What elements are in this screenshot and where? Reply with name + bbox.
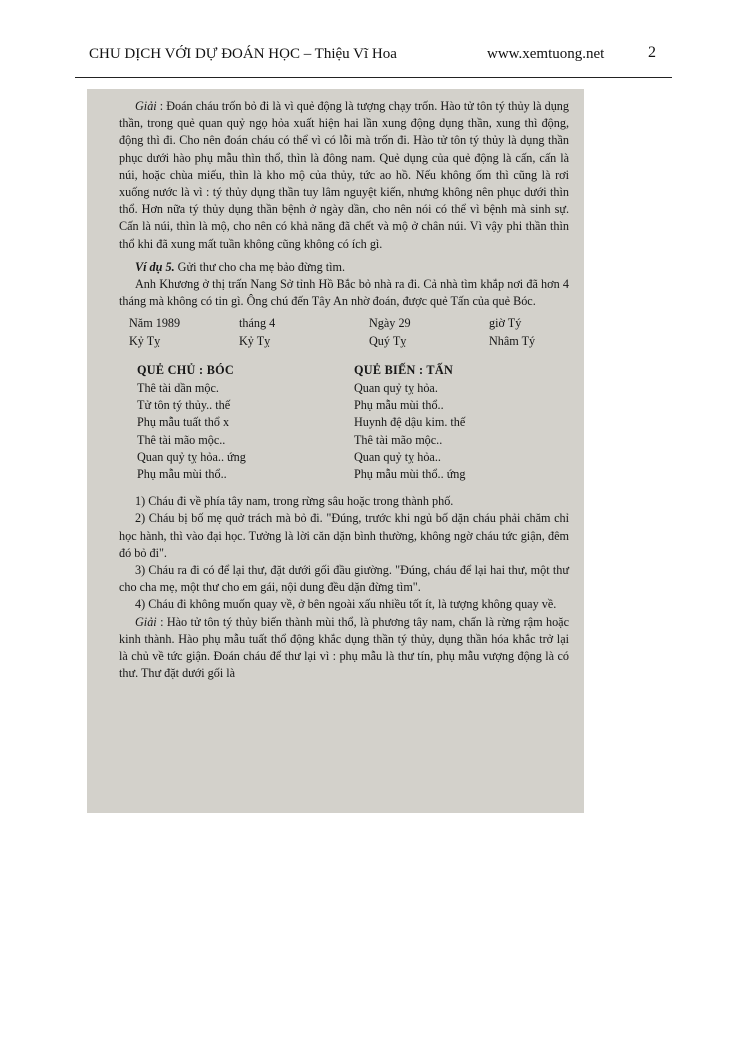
que-bien-line: Thê tài mão mộc.. — [353, 432, 443, 447]
que-chu-line: Tử tôn tý thủy.. thế — [137, 398, 231, 413]
que-bien-line: Quan quỷ tỵ hỏa.. — [353, 449, 441, 464]
que-chu-title: QUẺ CHỦ : BÓC — [137, 362, 235, 377]
date-row-solar — [119, 315, 569, 332]
que-bien-line: Huynh đệ dậu kim. thế — [353, 415, 466, 430]
que-bien-title: QUẺ BIẾN : TẤN — [353, 362, 454, 377]
paragraph-giai-2 — [119, 614, 569, 683]
header-divider — [75, 77, 672, 78]
scanned-text-body — [119, 98, 569, 683]
ganzhi-month: Kỷ Tỵ — [239, 333, 271, 348]
giai-label: Giải — [135, 614, 157, 629]
date-day: Ngày 29 — [369, 316, 411, 331]
que-chu-line: Phụ mẫu mùi thổ.. — [137, 467, 227, 482]
prediction-item-4: 4) Cháu đi không muốn quay về, ở bên ngoài xấu nhiều tốt ít, là tượng không quay về. — [135, 597, 557, 612]
que-bien-line: Quan quỷ tỵ hỏa. — [353, 381, 438, 396]
date-year: Năm 1989 — [129, 316, 181, 331]
que-bien-line: Phụ mẫu mùi thổ.. ứng — [353, 467, 466, 482]
que-bien-line: Phụ mẫu mùi thổ.. — [353, 398, 444, 413]
example-title: Gửi thư cho cha mẹ bảo đừng tìm. — [174, 259, 346, 274]
scanned-page-image — [87, 89, 584, 813]
que-chu-line: Thê tài mão mộc.. — [137, 432, 226, 447]
que-bien-column — [354, 362, 569, 483]
giai-label: Giải — [135, 99, 157, 113]
prediction-item-1: 1) Cháu đi về phía tây nam, trong rừng sâu hoặc trong thành phố. — [135, 494, 454, 509]
date-month: tháng 4 — [239, 316, 276, 331]
page-number: 2 — [648, 44, 656, 61]
paragraph-text: : Hào tử tôn tý thủy biến thành mùi thổ, là phương tây nam, chấn là rừng rậm hoặc kinh thành. Hào phụ mẫu tuất thổ động khắc dụng thần tý thủy, dụng thần hóa khắc trở lại là chủ về tức giận. Đoán cháu để thư lại vì : phụ mẫu là thư tín, phụ mẫu vượng động là có thư. Thư đặt dưới gối là — [119, 614, 569, 681]
paragraph-giai-1 — [119, 98, 569, 253]
paragraph-example-intro: Anh Khương ở thị trấn Nang Sở tỉnh Hồ Bắc bỏ nhà ra đi. Cả nhà tìm khắp nơi đã hơn 4 tháng mà không có tin gì. Ông chú đến Tây An nhờ đoán, được quẻ Tấn của quẻ Bóc. — [119, 277, 569, 309]
date-hour: giờ Tý — [489, 316, 522, 331]
que-chu-column — [119, 362, 354, 483]
prediction-item-2: 2) Cháu bị bố mẹ quở trách mà bỏ đi. "Đúng, trước khi ngủ bố dặn cháu phải chăm chỉ học hành, thì vào đại học. Tưởng là lời căn dặn bình thường, không ngờ cháu tức giận, đêm đó bỏ đi". — [119, 511, 569, 560]
hexagram-columns — [119, 362, 569, 483]
paragraph-text: : Đoán cháu trốn bỏ đi là vì quẻ động là tượng chạy trốn. Hào tử tôn tý thủy là dụng thần, trong quẻ quan quỷ ngọ hỏa xuất hiện hai lần xung động dụng thần, xung thì động, động thì đi. Cho nên đoán cháu có thể vì có lỗi mà trốn đi. Hào tử tôn tý thủy là dụng thần phục dưới hào phụ mẫu thìn thổ, thìn là đông nam. Quẻ dụng của quẻ động là cấn, cấn là núi, hoặc chùa miếu, thìn là kho mộ của thủy, tức ao hồ. Nếu không ốm thì cũng là rơi xuống nước là vì : tý thủy dụng thần tuy lâm nguyệt kiến, nhưng không nên phục dưới thìn thổ. Hơn nữa tý thủy dụng thần bệnh ở ngày dần, cho nên nói có thể vì bệnh mà sinh sự. Cấn là núi, thìn là mộ, cho nên có khả năng đã chết và mộ ở chân núi. Vì vậy phi thần thìn thổ khi đã xung mất tuần không cũng không có ích gì. — [119, 99, 569, 251]
ganzhi-year: Kỷ Tỵ — [129, 333, 161, 348]
que-chu-line: Quan quỷ tỵ hỏa.. ứng — [137, 449, 246, 464]
date-row-ganzhi — [119, 333, 569, 350]
ganzhi-hour: Nhâm Tý — [489, 333, 536, 348]
running-header-title: CHU DỊCH VỚI DỰ ĐOÁN HỌC – Thiệu Vĩ Hoa — [89, 46, 397, 62]
que-chu-line: Phụ mẫu tuất thổ x — [137, 415, 230, 430]
example-label: Ví dụ 5. — [135, 259, 175, 274]
prediction-list — [119, 493, 569, 613]
example-heading — [119, 259, 569, 276]
prediction-item-3: 3) Cháu ra đi có để lại thư, đặt dưới gối đầu giường. "Đúng, cháu để lại hai thư, một thư cho cha mẹ, một thư cho em gái, nội dung đều dặn đừng tìm". — [119, 563, 569, 595]
que-chu-line: Thê tài dần mộc. — [137, 381, 219, 396]
running-header-website[interactable]: www.xemtuong.net — [487, 46, 605, 62]
ganzhi-day: Quý Tỵ — [369, 333, 407, 348]
